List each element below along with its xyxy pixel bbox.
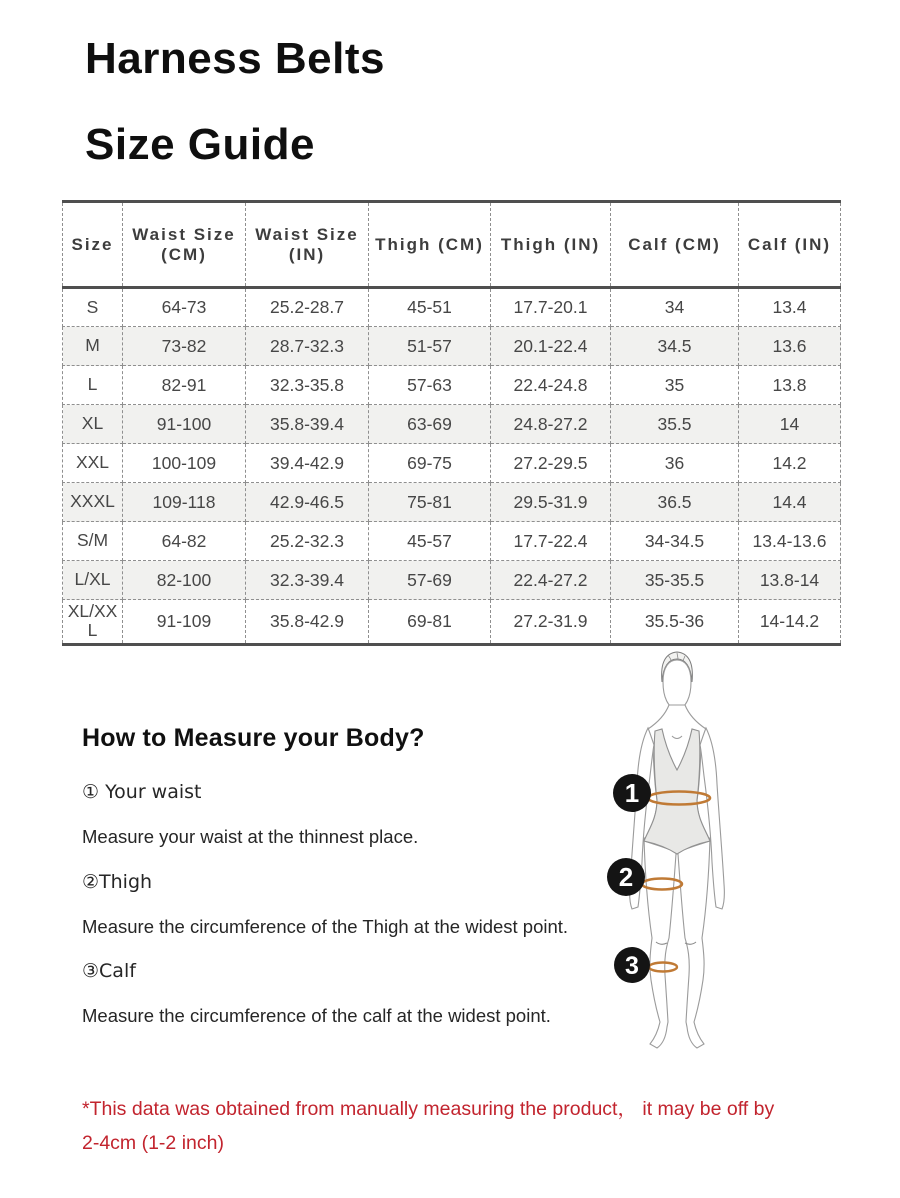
cell-waist-in: 39.4-42.9 <box>246 444 369 483</box>
cell-calf-cm: 34 <box>611 288 739 327</box>
measure-guide-heading: How to Measure your Body? <box>82 724 425 752</box>
table-row <box>63 327 841 366</box>
cell-thigh-cm: 75-81 <box>369 483 491 522</box>
cell-thigh-in: 29.5-31.9 <box>491 483 611 522</box>
table-row <box>63 366 841 405</box>
col-header-waist-in: Waist Size (IN) <box>246 202 369 288</box>
cell-waist-cm: 64-82 <box>123 522 246 561</box>
cell-thigh-cm: 51-57 <box>369 327 491 366</box>
cell-calf-cm: 35 <box>611 366 739 405</box>
cell-waist-cm: 82-100 <box>123 561 246 600</box>
cell-waist-in: 32.3-39.4 <box>246 561 369 600</box>
marker-2-number: 2 <box>618 862 634 892</box>
step-1-description: Measure your waist at the thinnest place. <box>82 826 419 847</box>
cell-thigh-cm: 45-57 <box>369 522 491 561</box>
cell-waist-in: 28.7-32.3 <box>246 327 369 366</box>
cell-thigh-in: 17.7-20.1 <box>491 288 611 327</box>
cell-size: S <box>63 288 123 327</box>
col-header-calf-in: Calf (IN) <box>739 202 841 288</box>
cell-calf-in: 13.8 <box>739 366 841 405</box>
cell-thigh-in: 20.1-22.4 <box>491 327 611 366</box>
cell-waist-cm: 109-118 <box>123 483 246 522</box>
cell-calf-in: 14.4 <box>739 483 841 522</box>
marker-1-number: 1 <box>624 778 640 808</box>
table-row <box>63 288 841 327</box>
table-row <box>63 522 841 561</box>
cell-size: XL/XXL <box>63 600 123 645</box>
cell-thigh-cm: 63-69 <box>369 405 491 444</box>
cell-size: S/M <box>63 522 123 561</box>
size-table <box>62 200 841 646</box>
cell-calf-cm: 36.5 <box>611 483 739 522</box>
cell-waist-cm: 91-100 <box>123 405 246 444</box>
cell-size: XXXL <box>63 483 123 522</box>
cell-size: L/XL <box>63 561 123 600</box>
cell-calf-in: 13.4-13.6 <box>739 522 841 561</box>
cell-waist-in: 25.2-32.3 <box>246 522 369 561</box>
cell-thigh-in: 17.7-22.4 <box>491 522 611 561</box>
col-header-thigh-in: Thigh (IN) <box>491 202 611 288</box>
cell-waist-cm: 64-73 <box>123 288 246 327</box>
disclaimer-note: *This data was obtained from manually measuring the product， it may be off by 2-4cm (1-2 inch) <box>82 1098 775 1154</box>
figure-right-leg <box>677 838 710 1048</box>
table-row <box>63 483 841 522</box>
cell-thigh-cm: 69-75 <box>369 444 491 483</box>
cell-calf-cm: 35.5-36 <box>611 600 739 645</box>
cell-thigh-in: 22.4-24.8 <box>491 366 611 405</box>
figure-head <box>663 660 691 710</box>
cell-thigh-cm: 57-69 <box>369 561 491 600</box>
cell-waist-cm: 73-82 <box>123 327 246 366</box>
page-title-line1: Harness Belts <box>85 34 385 83</box>
cell-waist-in: 35.8-39.4 <box>246 405 369 444</box>
cell-thigh-in: 27.2-29.5 <box>491 444 611 483</box>
col-header-waist-cm: Waist Size (CM) <box>123 202 246 288</box>
cell-waist-cm: 91-109 <box>123 600 246 645</box>
cell-thigh-cm: 45-51 <box>369 288 491 327</box>
cell-calf-cm: 34.5 <box>611 327 739 366</box>
page-title-line2: Size Guide <box>85 120 315 169</box>
col-header-thigh-cm: Thigh (CM) <box>369 202 491 288</box>
body-figure-svg <box>560 648 800 1068</box>
step-3-label: ③Calf <box>82 960 136 982</box>
cell-calf-cm: 35-35.5 <box>611 561 739 600</box>
cell-calf-in: 13.8-14 <box>739 561 841 600</box>
cell-thigh-in: 22.4-27.2 <box>491 561 611 600</box>
col-header-size: Size <box>63 202 123 288</box>
step-2-description: Measure the circumference of the Thigh at the widest point. <box>82 916 569 937</box>
table-row <box>63 405 841 444</box>
cell-waist-cm: 82-91 <box>123 366 246 405</box>
cell-thigh-in: 27.2-31.9 <box>491 600 611 645</box>
cell-thigh-in: 24.8-27.2 <box>491 405 611 444</box>
cell-thigh-cm: 69-81 <box>369 600 491 645</box>
table-header-row <box>63 202 841 288</box>
cell-calf-in: 13.4 <box>739 288 841 327</box>
cell-waist-in: 35.8-42.9 <box>246 600 369 645</box>
marker-3-number: 3 <box>625 952 639 980</box>
cell-waist-in: 42.9-46.5 <box>246 483 369 522</box>
cell-calf-cm: 35.5 <box>611 405 739 444</box>
cell-calf-in: 14 <box>739 405 841 444</box>
table-row <box>63 444 841 483</box>
cell-size: M <box>63 327 123 366</box>
cell-size: L <box>63 366 123 405</box>
cell-waist-in: 32.3-35.8 <box>246 366 369 405</box>
step-3-description: Measure the circumference of the calf at the widest point. <box>82 1005 551 1026</box>
cell-size: XL <box>63 405 123 444</box>
cell-calf-in: 14-14.2 <box>739 600 841 645</box>
col-header-calf-cm: Calf (CM) <box>611 202 739 288</box>
table-row <box>63 561 841 600</box>
table-row <box>63 600 841 645</box>
cell-size: XXL <box>63 444 123 483</box>
cell-calf-in: 13.6 <box>739 327 841 366</box>
step-1-label: ① Your waist <box>82 781 202 803</box>
cell-calf-cm: 34-34.5 <box>611 522 739 561</box>
cell-waist-in: 25.2-28.7 <box>246 288 369 327</box>
cell-waist-cm: 100-109 <box>123 444 246 483</box>
cell-calf-cm: 36 <box>611 444 739 483</box>
figure-left-leg <box>644 838 677 1048</box>
cell-thigh-cm: 57-63 <box>369 366 491 405</box>
cell-calf-in: 14.2 <box>739 444 841 483</box>
body-measurement-figure <box>560 648 800 1068</box>
step-2-label: ②Thigh <box>82 871 153 893</box>
